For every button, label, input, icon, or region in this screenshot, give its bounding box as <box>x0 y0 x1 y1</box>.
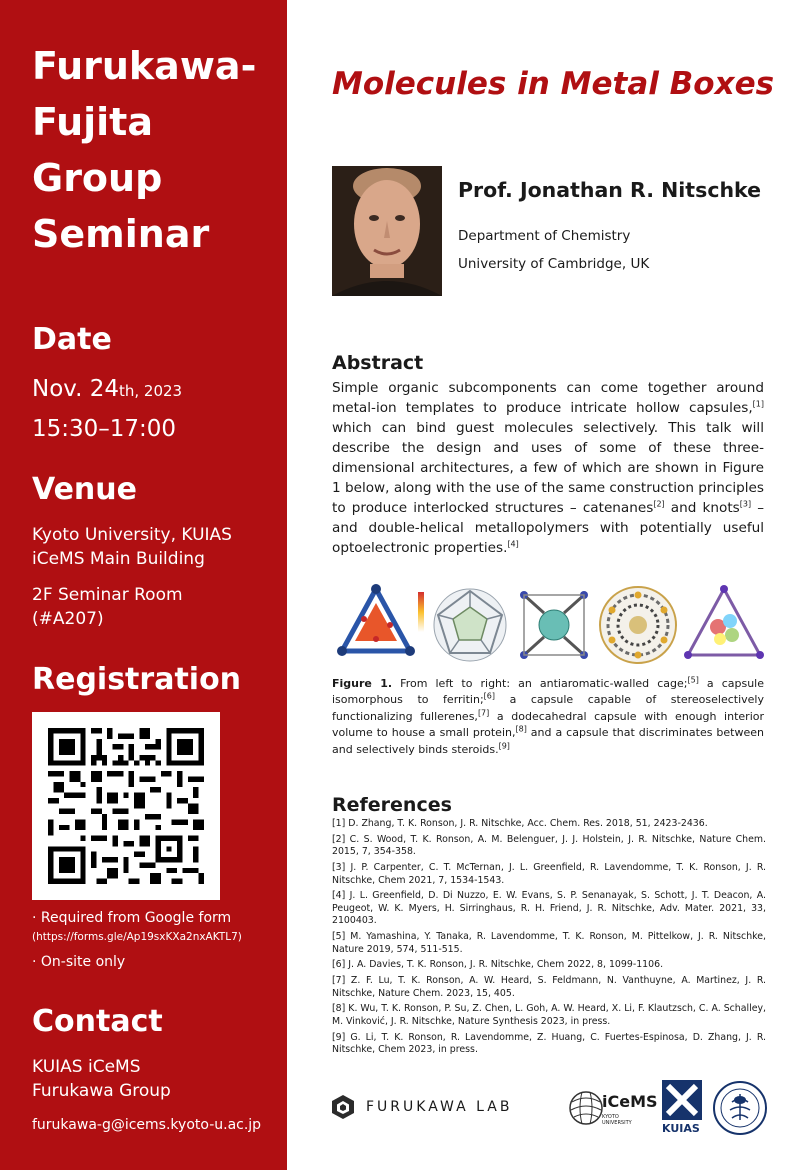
speaker-university: University of Cambridge, UK <box>458 256 650 272</box>
icems-label: iCeMS <box>602 1092 658 1111</box>
reference-item: [4] J. L. Greenfield, D. Di Nuzzo, E. W. Evans, S. P. Senanayak, S. Schott, J. T. Deacon, A. Peugeot, W. K. Myers, H. Sirringhaus, R. H. Friend, J. R. Nitschke, Adv. Mater. 2021, 33, 2100403. <box>332 890 766 927</box>
talk-title: Molecules in Metal Boxes <box>332 66 775 102</box>
abstract-text-part: – and double-helical metallopolymers with potentially useful optoelectronic properties. <box>332 500 765 556</box>
speaker-portrait-icon <box>332 166 442 296</box>
date-heading: Date <box>32 322 112 357</box>
reference-item: [6] J. A. Davies, T. K. Ronson, J. R. Nitschke, Chem 2022, 8, 1099-1106. <box>332 959 664 971</box>
registration-heading: Registration <box>32 662 242 697</box>
reference-item: [7] Z. F. Lu, T. K. Ronson, A. W. Heard, S. Feldmann, N. Vanthuyne, A. Martinez, J. R. Nitschke, Nature Chem. 2023, 15, 405. <box>332 975 766 999</box>
kuias-label: KUIAS <box>662 1122 700 1135</box>
date-value <box>32 376 182 402</box>
reference-item: [2] C. S. Wood, T. K. Ronson, A. M. Belenguer, J. J. Holstein, J. R. Nitschke, Nature Chem. 2015, 7, 354-358. <box>332 833 766 858</box>
caption-part: From left to right: an antiaromatic-walled cage; <box>392 677 688 690</box>
icems-logo <box>568 1082 658 1132</box>
citation: [4] <box>507 539 519 549</box>
venue-line: 2F Seminar Room <box>32 585 183 605</box>
figure-1-image <box>332 582 764 668</box>
venue-line: iCeMS Main Building <box>32 549 205 569</box>
kuias-cross-icon <box>660 1080 704 1120</box>
furukawa-lab-label: FURUKAWA LAB <box>366 1099 513 1115</box>
contact-heading: Contact <box>32 1004 163 1039</box>
abstract-text-part: Simple organic subcomponents can come together around metal-ion templates to produce intricate hollow capsules, <box>332 380 764 416</box>
abstract-heading: Abstract <box>332 352 424 374</box>
citation: [5] <box>687 675 699 685</box>
seminar-title-line: Group <box>32 156 163 200</box>
citation: [2] <box>653 499 665 509</box>
seminar-title <box>32 38 282 262</box>
kyoto-university-emblem-icon <box>712 1080 768 1136</box>
reference-item: [1] D. Zhang, T. K. Ronson, J. R. Nitschke, Acc. Chem. Res. 2018, 51, 2423-2436. <box>332 818 708 829</box>
contact-line: KUIAS iCeMS <box>32 1057 141 1077</box>
reference-item: [8] K. Wu, T. K. Ronson, P. Su, Z. Chen, L. Goh, A. W. Heard, X. Li, F. Klautzsch, C. A. Schalley, M. Vinković, J. R. Nitschke, Nature Synthesis 2023, in press. <box>332 1003 766 1027</box>
qr-code-icon <box>48 728 204 884</box>
registration-note: · On-site only <box>32 954 126 970</box>
registration-qr-code[interactable] <box>32 712 220 900</box>
references-list <box>332 818 766 1060</box>
caption-part: and a capsule that discriminates between and selectively binds steroids. <box>332 726 765 756</box>
contact-line: Furukawa Group <box>32 1081 171 1101</box>
caption-part: a capsule isomorphous to ferritin; <box>332 677 764 707</box>
abstract-text <box>332 378 764 558</box>
caption-part: a dodecahedral capsule with enough interior volume to house a small protein, <box>332 709 764 740</box>
registration-note: · Required from Google form <box>32 910 232 926</box>
time-value: 15:30–17:00 <box>32 416 177 442</box>
reference-item: [9] G. Li, T. K. Ronson, R. Lavendomme, Z. Huang, C. Fuertes-Espinosa, D. Zhang, J. R. Nitschke, Chem 2023, in press. <box>332 1031 766 1056</box>
venue-line: Kyoto University, KUIAS <box>32 525 232 545</box>
reference-item: [5] M. Yamashina, Y. Tanaka, R. Lavendomme, T. K. Ronson, M. Pittelkow, J. R. Nitschke, Nature 2019, 574, 511-515. <box>332 931 766 955</box>
citation: [8] <box>515 724 527 734</box>
contact-email-link[interactable]: furukawa-g@icems.kyoto-u.ac.jp <box>32 1117 262 1133</box>
venue-heading: Venue <box>32 472 137 507</box>
reference-item: [3] J. P. Carpenter, C. T. McTernan, J. L. Greenfield, R. Lavendomme, T. K. Ronson, J. R. Nitschke, Chem 2021, 7, 1534-1543. <box>332 861 766 886</box>
citation: [3] <box>739 499 752 509</box>
seminar-title-line: Furukawa- <box>32 44 257 88</box>
furukawa-lab-hexagon-icon <box>330 1094 356 1120</box>
sidebar <box>0 0 287 1170</box>
molecular-structures-illustration <box>332 582 764 668</box>
date-suffix: th, 2023 <box>119 382 183 400</box>
registration-url-link[interactable]: (https://forms.gle/Ap19sxKXa2nxAKTL7) <box>32 931 242 943</box>
seminar-title-line: Fujita <box>32 100 153 144</box>
citation: [1] <box>752 399 764 409</box>
abstract-text-part: which can bind guest molecules selectively. This talk will describe the design and uses of some of these three-dimensional architectures, a few of which are shown in Figure 1 below, along with the use of the same construction principles to produce interlocked structures – catenanes <box>332 420 764 516</box>
date-month-day: Nov. 24 <box>32 376 119 402</box>
kuias-logo <box>660 1080 704 1136</box>
citation: [7] <box>477 708 490 718</box>
speaker-department: Department of Chemistry <box>458 228 631 244</box>
icems-sub-label: KYOTO UNIVERSITY <box>602 1114 632 1126</box>
speaker-photo <box>332 166 442 296</box>
abstract-text-part: and knots <box>664 500 740 516</box>
furukawa-lab-logo <box>330 1094 512 1120</box>
venue-line: (#A207) <box>32 609 104 629</box>
figure-caption <box>332 676 764 758</box>
citation: [9] <box>498 740 510 750</box>
figure-label: Figure 1. <box>332 677 393 690</box>
caption-part: a capsule capable of stereoselectively functionalizing fullerenes, <box>332 693 764 723</box>
speaker-name: Prof. Jonathan R. Nitschke <box>458 178 762 202</box>
citation: [6] <box>483 691 495 701</box>
references-heading: References <box>332 794 452 816</box>
kyoto-university-seal <box>712 1080 768 1136</box>
seminar-title-line: Seminar <box>32 212 210 256</box>
